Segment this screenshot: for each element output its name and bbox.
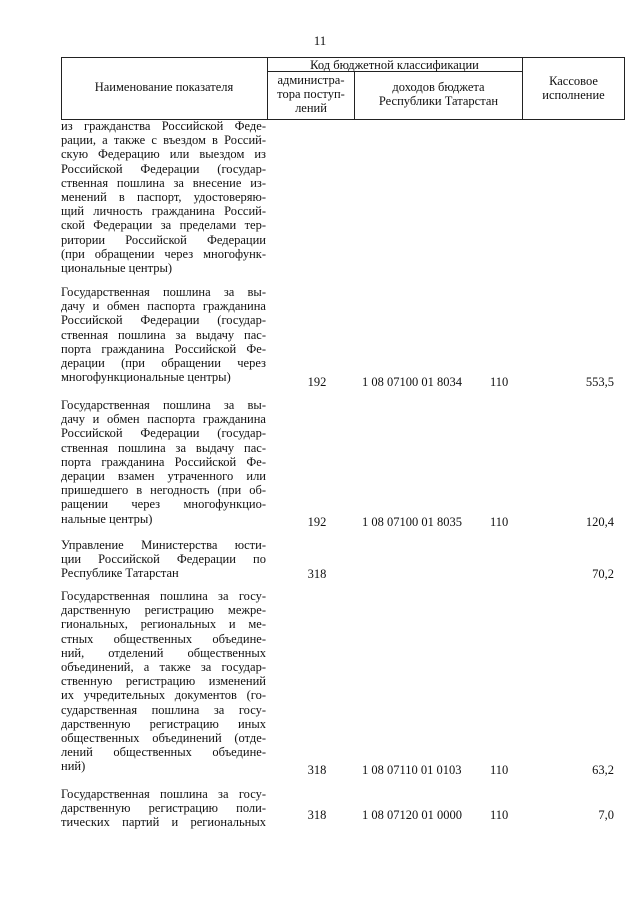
text-line: порта гражданина Российской Фе- <box>61 454 266 469</box>
text-line: ний, отделений общественных <box>61 645 266 660</box>
text-line: ственную регистрацию изменений <box>61 674 266 689</box>
row-subcode: 110 <box>490 375 509 389</box>
row-admin-code: 318 <box>307 763 327 777</box>
text-line: ний) <box>61 759 86 774</box>
header-col-income-line: Республики Татарстан <box>378 94 499 108</box>
text-line: их учредительных документов (го- <box>61 688 266 703</box>
row-admin-code: 318 <box>307 808 327 822</box>
text-line: дарственную регистрацию поли- <box>61 801 266 816</box>
header-col-admin-line: лений <box>295 101 327 115</box>
table-row-name <box>61 398 266 526</box>
row-amount: 553,5 <box>585 375 614 389</box>
header-col-execution-line: исполнение <box>542 88 605 102</box>
table-row-name <box>61 589 266 774</box>
text-line: из гражданства Российской Феде- <box>61 119 266 133</box>
row-amount: 63,2 <box>592 763 614 777</box>
header-col-admin <box>268 73 354 115</box>
text-line: тических партий и региональных <box>61 815 266 830</box>
text-line: стных общественных объедине- <box>61 631 266 646</box>
text-line: дерации взамен утраченного или <box>61 469 266 484</box>
text-line: дарственную регистрацию иных <box>61 716 266 731</box>
text-line: ции Российской Федерации по <box>61 552 266 567</box>
table-row-name <box>61 285 266 384</box>
row-amount: 7,0 <box>598 808 614 822</box>
text-line: дачу и обмен паспорта гражданина <box>61 412 266 427</box>
table-header <box>61 57 625 120</box>
header-col-admin-line: тора поступ- <box>277 87 345 101</box>
row-income-code: 1 08 07100 01 8035 <box>362 515 462 529</box>
text-line: объединений, а также за государ- <box>61 660 266 675</box>
row-admin-code: 192 <box>307 515 327 529</box>
text-line: ственная пошлина за внесение из- <box>61 175 266 190</box>
text-line: сударственная пошлина за госу- <box>61 702 266 717</box>
text-line: Управление Министерства юсти- <box>61 538 266 552</box>
text-line: дачу и обмен паспорта гражданина <box>61 299 266 314</box>
header-col-admin-line: администра- <box>277 73 345 87</box>
text-line: ственная пошлина за выдачу пас- <box>61 440 266 455</box>
text-line: Государственная пошлина за вы- <box>61 398 266 412</box>
text-line: нальные центры) <box>61 511 153 526</box>
header-right-border <box>624 57 625 120</box>
text-line: гиональных, региональных и ме- <box>61 617 266 632</box>
text-line: щий личность гражданина Россий- <box>61 204 266 219</box>
text-line: Республике Татарстан <box>61 566 179 581</box>
table-row-name <box>61 119 266 275</box>
header-group-title: Код бюджетной классификации <box>310 58 479 72</box>
row-income-code: 1 08 07110 01 0103 <box>362 763 462 777</box>
text-line: многофункциональные центры) <box>61 370 231 385</box>
row-subcode: 110 <box>490 808 509 822</box>
text-line: ственная пошлина за выдачу пас- <box>61 327 266 342</box>
table-row-name <box>61 538 266 581</box>
text-line: порта гражданина Российской Фе- <box>61 341 266 356</box>
text-line: циональные центры) <box>61 261 173 276</box>
text-line: менений в паспорт, удостоверяю- <box>61 190 266 205</box>
page-number: 11 <box>313 33 327 48</box>
text-line: Государственная пошлина за вы- <box>61 285 266 299</box>
header-col-income-line: доходов бюджета <box>392 80 485 94</box>
header-col-execution <box>523 74 624 102</box>
header-col-execution-line: Кассовое <box>549 74 598 88</box>
row-income-code: 1 08 07100 01 8034 <box>362 375 462 389</box>
row-income-code: 1 08 07120 01 0000 <box>362 808 462 822</box>
text-line: ращении через многофункцио- <box>61 497 266 512</box>
text-line: скую Федерацию или выездом из <box>61 147 266 162</box>
text-line: дарственную регистрацию межре- <box>61 603 266 618</box>
text-line: Государственная пошлина за госу- <box>61 787 266 801</box>
text-line: Российской Федерации (государ- <box>61 161 266 176</box>
row-subcode: 110 <box>490 515 509 529</box>
row-amount: 70,2 <box>592 567 614 581</box>
text-line: пришедшего в негодность (при об- <box>61 483 266 498</box>
table-row-name <box>61 787 266 830</box>
text-line: рации, а также с въездом в Россий- <box>61 133 266 148</box>
row-subcode: 110 <box>490 763 509 777</box>
text-line: (при обращении через многофунк- <box>61 246 266 261</box>
text-line: Российской Федерации (государ- <box>61 313 266 328</box>
header-col-income <box>355 80 522 108</box>
text-line: ритории Российской Федерации <box>61 232 266 247</box>
text-line: Российской Федерации (государ- <box>61 426 266 441</box>
text-line: лений общественных объедине- <box>61 745 266 760</box>
row-amount: 120,4 <box>585 515 614 529</box>
row-admin-code: 318 <box>307 567 327 581</box>
text-line: ской Федерации за пределами тер- <box>61 218 266 233</box>
header-col-name: Наименование показателя <box>94 80 234 94</box>
text-line: дерации (при обращении через <box>61 356 266 371</box>
text-line: Государственная пошлина за госу- <box>61 589 266 603</box>
text-line: общественных объединений (отде- <box>61 731 266 746</box>
row-admin-code: 192 <box>307 375 327 389</box>
